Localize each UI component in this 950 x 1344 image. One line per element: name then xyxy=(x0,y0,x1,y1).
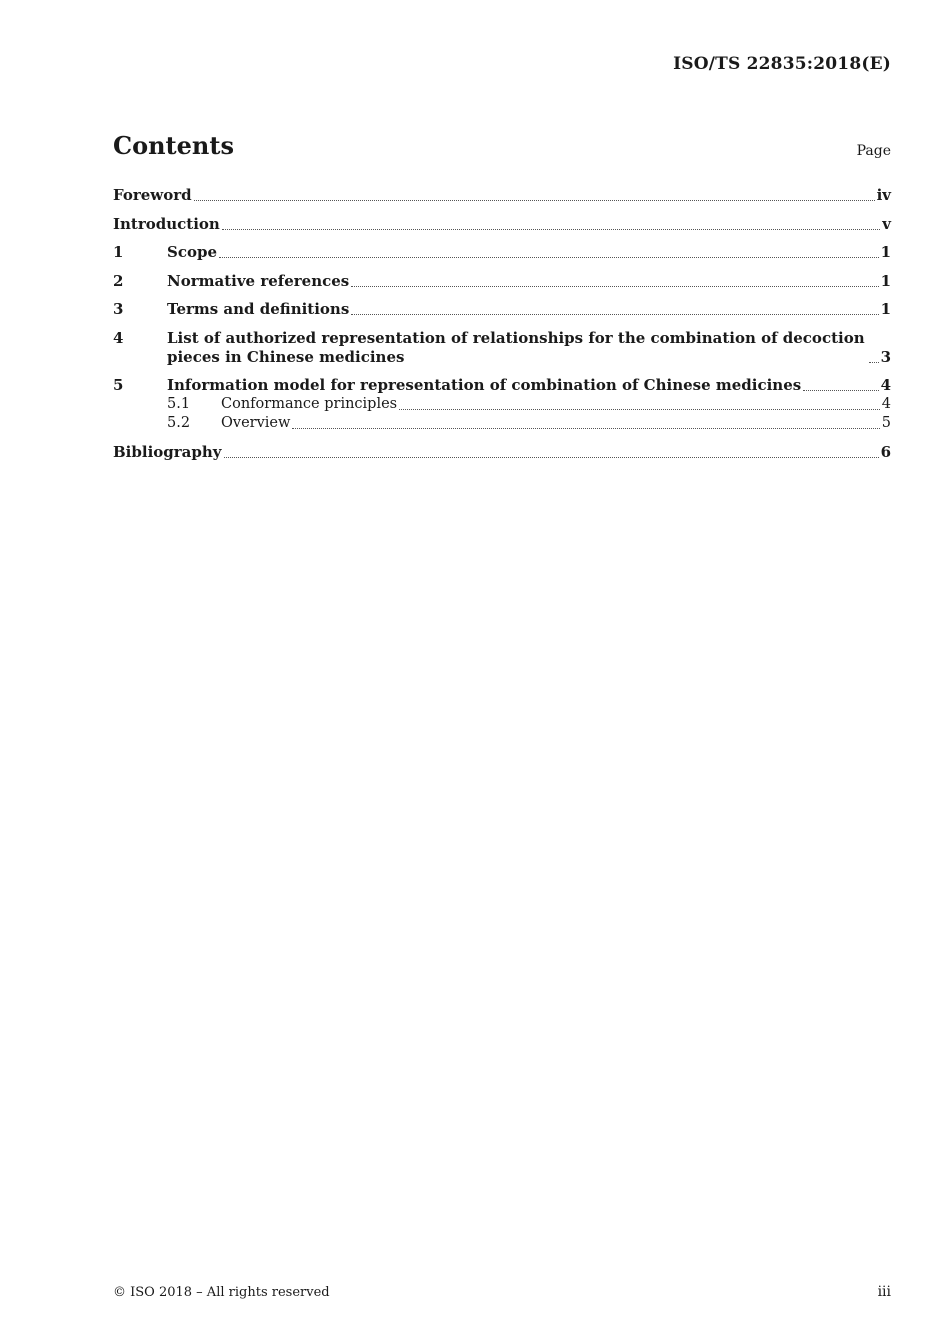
footer-copyright: © ISO 2018 – All rights reserved xyxy=(113,1285,330,1300)
toc-entry-title: Normative references xyxy=(167,271,350,290)
toc-entry-page: iv xyxy=(876,186,891,204)
toc-entry-foreword[interactable] xyxy=(113,186,891,205)
toc-entry-title: Overview xyxy=(221,415,291,431)
toc-entry-conformance-principles[interactable] xyxy=(113,395,891,414)
toc-leader xyxy=(351,285,878,287)
toc-entry-page: 1 xyxy=(880,243,891,261)
toc-entry-page: 4 xyxy=(881,396,891,412)
toc-entry-terms-and-definitions[interactable] xyxy=(113,300,891,319)
toc-entry-page: 4 xyxy=(880,376,891,394)
toc-entry-title: Conformance principles xyxy=(221,396,398,412)
toc-entry-information-model[interactable] xyxy=(113,376,891,395)
toc-entry-title: Introduction xyxy=(113,214,220,233)
page-column-label: Page xyxy=(856,143,891,159)
toc-entry-normative-references[interactable] xyxy=(113,272,891,291)
toc-entry-scope[interactable] xyxy=(113,243,891,262)
toc-entry-number: 2 xyxy=(113,271,124,290)
toc-entry-page: 5 xyxy=(881,415,891,431)
toc-leader xyxy=(351,313,878,315)
toc-entry-page: v xyxy=(882,214,891,233)
toc-entry-number: 5.1 xyxy=(167,396,191,412)
toc-leader xyxy=(224,456,879,458)
toc-entry-authorized-representation[interactable] xyxy=(113,329,891,367)
toc-leader xyxy=(292,427,879,429)
toc-entry-number: 3 xyxy=(113,300,124,318)
contents-heading: Contents xyxy=(113,131,234,160)
toc-entry-number: 4 xyxy=(113,328,124,347)
footer-page-number: iii xyxy=(877,1284,891,1300)
toc-entry-title: Information model for representation of combination of Chinese medicines xyxy=(167,376,802,394)
toc-leader xyxy=(869,361,879,363)
toc-leader xyxy=(194,199,875,201)
toc-leader xyxy=(219,256,879,258)
toc-entry-title: Bibliography xyxy=(113,442,222,461)
toc-entry-introduction[interactable] xyxy=(113,215,891,234)
toc-entry-number: 5.2 xyxy=(167,415,191,431)
toc-entry-page: 1 xyxy=(880,300,891,318)
toc-entry-number: 1 xyxy=(113,243,124,261)
toc-entry-bibliography[interactable] xyxy=(113,443,891,462)
toc-entry-title: Scope xyxy=(167,243,218,261)
toc-entry-overview[interactable] xyxy=(113,414,891,433)
toc-entry-title: Terms and definitions xyxy=(167,300,350,318)
toc-entry-page: 6 xyxy=(880,442,891,461)
toc-leader xyxy=(399,408,880,410)
toc-entry-page: 3 xyxy=(880,347,891,366)
toc-leader xyxy=(222,228,880,230)
toc-entry-page: 1 xyxy=(880,271,891,290)
toc-entry-title: List of authorized representation of relationships for the combination of decoction pieces in Chinese medicines xyxy=(167,328,865,366)
toc-leader xyxy=(803,389,878,391)
toc-entry-number: 5 xyxy=(113,376,124,394)
document-id: ISO/TS 22835:2018(E) xyxy=(673,54,891,74)
toc-entry-title: Foreword xyxy=(113,186,192,204)
table-of-contents xyxy=(113,186,891,462)
